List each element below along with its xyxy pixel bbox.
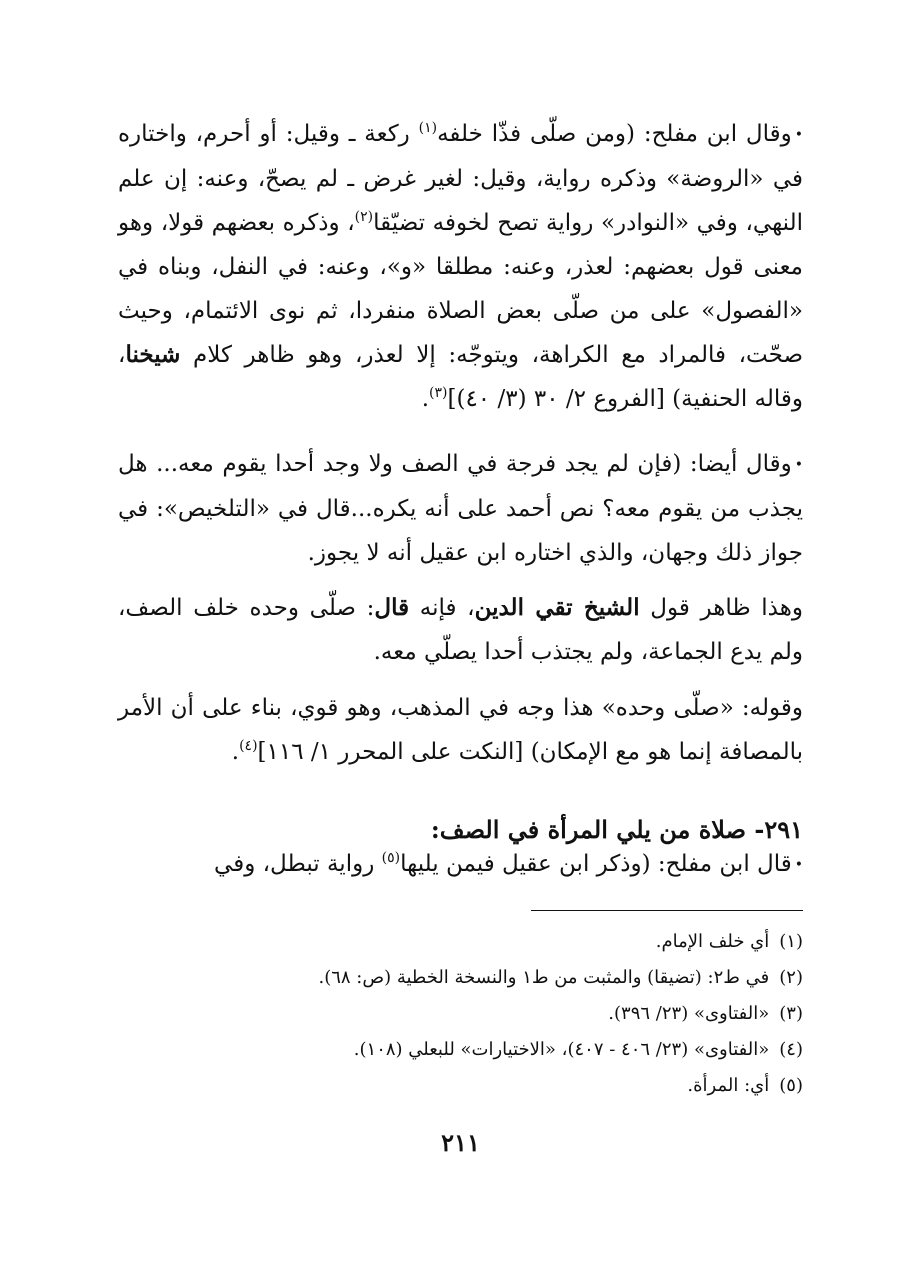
footnote-ref-2[interactable]: (٢)	[354, 209, 374, 225]
footnote-text: أي: المرأة.	[687, 1075, 770, 1096]
paragraph-text: وهذا ظاهر قول	[639, 595, 803, 621]
paragraph-text: .	[421, 386, 430, 412]
paragraph-text: ركعة ـ وقيل: أو أحرم، واختاره في «الروضة» وذكره رواية، وقيل: لغير غرض ـ لم يصحّ، وعنه: إن علم النهي، وفي «النوادر» رواية تصح لخوفه تضيّقا	[118, 121, 804, 236]
paragraph-ibn-aqil	[118, 842, 803, 887]
footnotes	[118, 924, 803, 1104]
paragraph-text: ، وقاله الحنفية) [الفروع ٢/ ٣٠ (٣/ ٤٠)]	[118, 342, 803, 412]
paragraph-text: : صلّى وحده خلف الصف، ولم يدع الجماعة، ولم يجتذب أحدا يصلّي معه.	[118, 595, 803, 665]
section-heading-291: ٢٩١- صلاة من يلي المرأة في الصف:	[430, 814, 803, 844]
paragraph-ibn-muflih-furu	[118, 112, 803, 421]
bold-term: شيخنا	[125, 341, 181, 368]
page-number: ٢١١	[441, 1128, 480, 1157]
book-page	[118, 0, 803, 1271]
footnote-ref-4[interactable]: (٤)	[239, 738, 258, 754]
paragraph-prayed-alone	[118, 686, 803, 774]
bullet-icon: •	[794, 127, 803, 143]
footnote-text: «الفتاوى» (٢٣/ ٤٠٦ - ٤٠٧)، «الاختيارات» للبعلي (١٠٨).	[353, 1039, 770, 1060]
footnote-ref-1[interactable]: (١)	[418, 120, 438, 136]
footnote-item	[118, 1032, 803, 1068]
footnote-number: (٤)	[779, 1039, 803, 1060]
paragraph-text: ، وذكره بعضهم قولا، وهو معنى قول بعضهم: لعذر، وعنه: مطلقا «و»، وعنه: في النفل، وبناه في «الفصول» على من صلّى بعض الصلاة منفردا، ثم نوى الائتمام، وحيث صحّت، فالمراد مع الكراهة، ويتوجّه: إلا لعذر، وهو ظاهر كلام	[118, 210, 803, 368]
footnote-number: (٥)	[779, 1075, 803, 1096]
bullet-icon: •	[794, 857, 803, 873]
footnote-item	[118, 924, 803, 960]
paragraph-text: وقال أيضا: (فإن لم يجد فرجة في الصف ولا وجد أحدا يقوم معه... هل يجذب من يقوم معه؟ نص أحمد على أنه يكره...قال في «التلخيص»: في جواز ذلك وجهان، والذي اختاره ابن عقيل أنه لا يجوز.	[118, 451, 803, 566]
footnote-text: في ط٢: (تضيقا) والمثبت من ط١ والنسخة الخطية (ص: ٦٨).	[318, 967, 770, 988]
footnote-number: (١)	[779, 931, 803, 952]
footnote-number: (٢)	[779, 967, 803, 988]
paragraph-text: قال ابن مفلح: (وذكر ابن عقيل فيمن يليها	[400, 851, 792, 877]
paragraph-text: وقوله: «صلّى وحده» هذا وجه في المذهب، وهو قوي، بناء على أن الأمر بالمصافة إنما هو مع الإمكان) [النكت على المحرر ١/ ١١٦]	[118, 695, 803, 765]
footnote-item	[118, 960, 803, 996]
paragraph-text: ، فإنه	[409, 595, 475, 621]
footnote-ref-3[interactable]: (٣)	[429, 385, 448, 401]
footnote-ref-5[interactable]: (٥)	[381, 850, 401, 866]
footnote-text: «الفتاوى» (٢٣/ ٣٩٦).	[608, 1003, 770, 1024]
footnote-text: أي خلف الإمام.	[655, 931, 770, 952]
bold-term: قال	[374, 594, 410, 621]
bold-term: الشيخ تقي الدين	[474, 594, 640, 621]
paragraph-pulling-from-row	[118, 442, 803, 575]
footnote-number: (٣)	[779, 1003, 803, 1024]
paragraph-text: .	[231, 739, 240, 765]
paragraph-text: رواية تبطل، وفي	[214, 851, 382, 877]
paragraph-sheikh-taqi-aldin	[118, 586, 803, 674]
footnote-item	[118, 996, 803, 1032]
footnote-item	[118, 1068, 803, 1104]
paragraph-text: وقال ابن مفلح: (ومن صلّى فذّا خلفه	[437, 121, 792, 147]
bullet-icon: •	[794, 457, 803, 473]
footnote-divider	[531, 910, 803, 911]
